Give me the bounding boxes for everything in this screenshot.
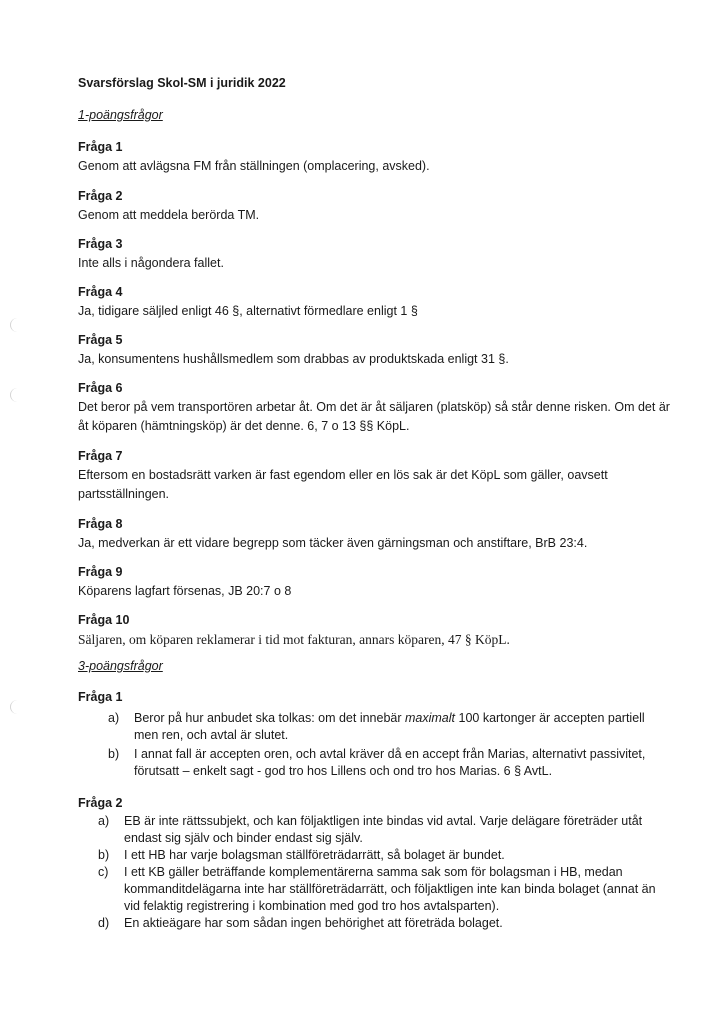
question-1 — [78, 138, 678, 176]
list-marker: a) — [108, 711, 120, 725]
punch-hole-mark — [10, 700, 25, 714]
question-label: Fråga 4 — [78, 285, 123, 299]
question-label: Fråga 9 — [78, 565, 123, 579]
question-3p-2-label: Fråga 2 — [78, 796, 123, 810]
list-item-text: I ett HB har varje bolagsman ställföreträdarrätt, så bolaget är bundet. — [124, 848, 505, 862]
list-item-text: En aktieägare har som sådan ingen behörighet att företräda bolaget. — [124, 916, 503, 930]
list-item — [98, 813, 664, 847]
question-label: Fråga 3 — [78, 237, 123, 251]
question-9 — [78, 563, 678, 601]
list-item-text: EB är inte rättssubjekt, och kan följaktligen inte bindas vid avtal. Varje delägare företräder utåt endast sig själv och binder endast sig själv. — [124, 814, 643, 845]
list-item-text: I ett KB gäller beträffande komplementärerna samma sak som för bolagsman i HB, medan kommanditdelägarna inte har ställföreträdarrätt, och följaktligen inte kan binda bolaget (annat än vid felaktig registrering i kombination med god tro hos avtalsparten). — [124, 865, 656, 913]
question-answer: Det beror på vem transportören arbetar åt. Om det är åt säljaren (platsköp) så står denne risken. Om det är åt köparen (hämtningsköp) är det denne. 6, 7 o 13 §§ KöpL. — [78, 400, 670, 433]
question-4 — [78, 283, 678, 321]
question-label: Fråga 6 — [78, 381, 123, 395]
list-marker: d) — [98, 916, 110, 930]
question-answer: Ja, tidigare säljled enligt 46 §, alternativt förmedlare enligt 1 § — [78, 304, 418, 318]
question-label: Fråga 2 — [78, 189, 123, 203]
question-answer: Köparens lagfart försenas, JB 20:7 o 8 — [78, 584, 292, 598]
question-answer: Ja, medverkan är ett vidare begrepp som täcker även gärningsman och anstiftare, BrB 23:4. — [78, 536, 588, 550]
list-item-emphasis: maximalt — [405, 711, 456, 725]
section-heading-1p: 1-poängsfrågor — [78, 108, 163, 122]
list-item — [98, 864, 664, 915]
question-3p-1-list — [108, 710, 654, 780]
question-8 — [78, 515, 678, 553]
section-heading-3p: 3-poängsfrågor — [78, 659, 163, 673]
question-answer: Eftersom en bostadsrätt varken är fast egendom eller en lös sak är det KöpL som gäller, oavsett partsställningen. — [78, 468, 608, 501]
list-marker: a) — [98, 814, 110, 828]
list-marker: b) — [108, 747, 120, 761]
list-marker: c) — [98, 865, 109, 879]
list-item-text-post: 100 kartonger är accepten partiell men ren, och avtal är slutet. — [134, 711, 645, 742]
list-item — [108, 746, 654, 780]
question-7 — [78, 447, 678, 504]
question-6 — [78, 379, 678, 436]
question-answer: Ja, konsumentens hushållsmedlem som drabbas av produktskada enligt 31 §. — [78, 352, 509, 366]
list-item-text: I annat fall är accepten oren, och avtal kräver då en accept från Marias, alternativt passivitet, förutsatt – enkelt sagt - god tro hos Lillens och ond tro hos Marias. 6 § AvtL. — [134, 747, 646, 778]
question-2 — [78, 187, 678, 225]
list-item-text-pre: Beror på hur anbudet ska tolkas: om det innebär — [134, 711, 405, 725]
list-item — [98, 915, 664, 932]
list-item — [98, 847, 664, 864]
question-label: Fråga 7 — [78, 449, 123, 463]
question-5 — [78, 331, 678, 369]
question-3p-1-label: Fråga 1 — [78, 690, 123, 704]
question-answer: Inte alls i någondera fallet. — [78, 256, 224, 270]
punch-hole-mark — [10, 388, 25, 402]
question-label: Fråga 8 — [78, 517, 123, 531]
question-3 — [78, 235, 678, 273]
question-label: Fråga 1 — [78, 140, 123, 154]
question-answer: Säljaren, om köparen reklamerar i tid mot fakturan, annars köparen, 47 § KöpL. — [78, 632, 510, 647]
list-item — [108, 710, 654, 744]
question-label: Fråga 10 — [78, 613, 130, 627]
punch-hole-mark — [10, 318, 25, 332]
document-title: Svarsförslag Skol-SM i juridik 2022 — [78, 76, 286, 90]
list-marker: b) — [98, 848, 110, 862]
question-3p-2-list — [98, 813, 664, 932]
question-answer: Genom att meddela berörda TM. — [78, 208, 260, 222]
question-10 — [78, 611, 678, 649]
question-label: Fråga 5 — [78, 333, 123, 347]
question-answer: Genom att avlägsna FM från ställningen (omplacering, avsked). — [78, 159, 430, 173]
